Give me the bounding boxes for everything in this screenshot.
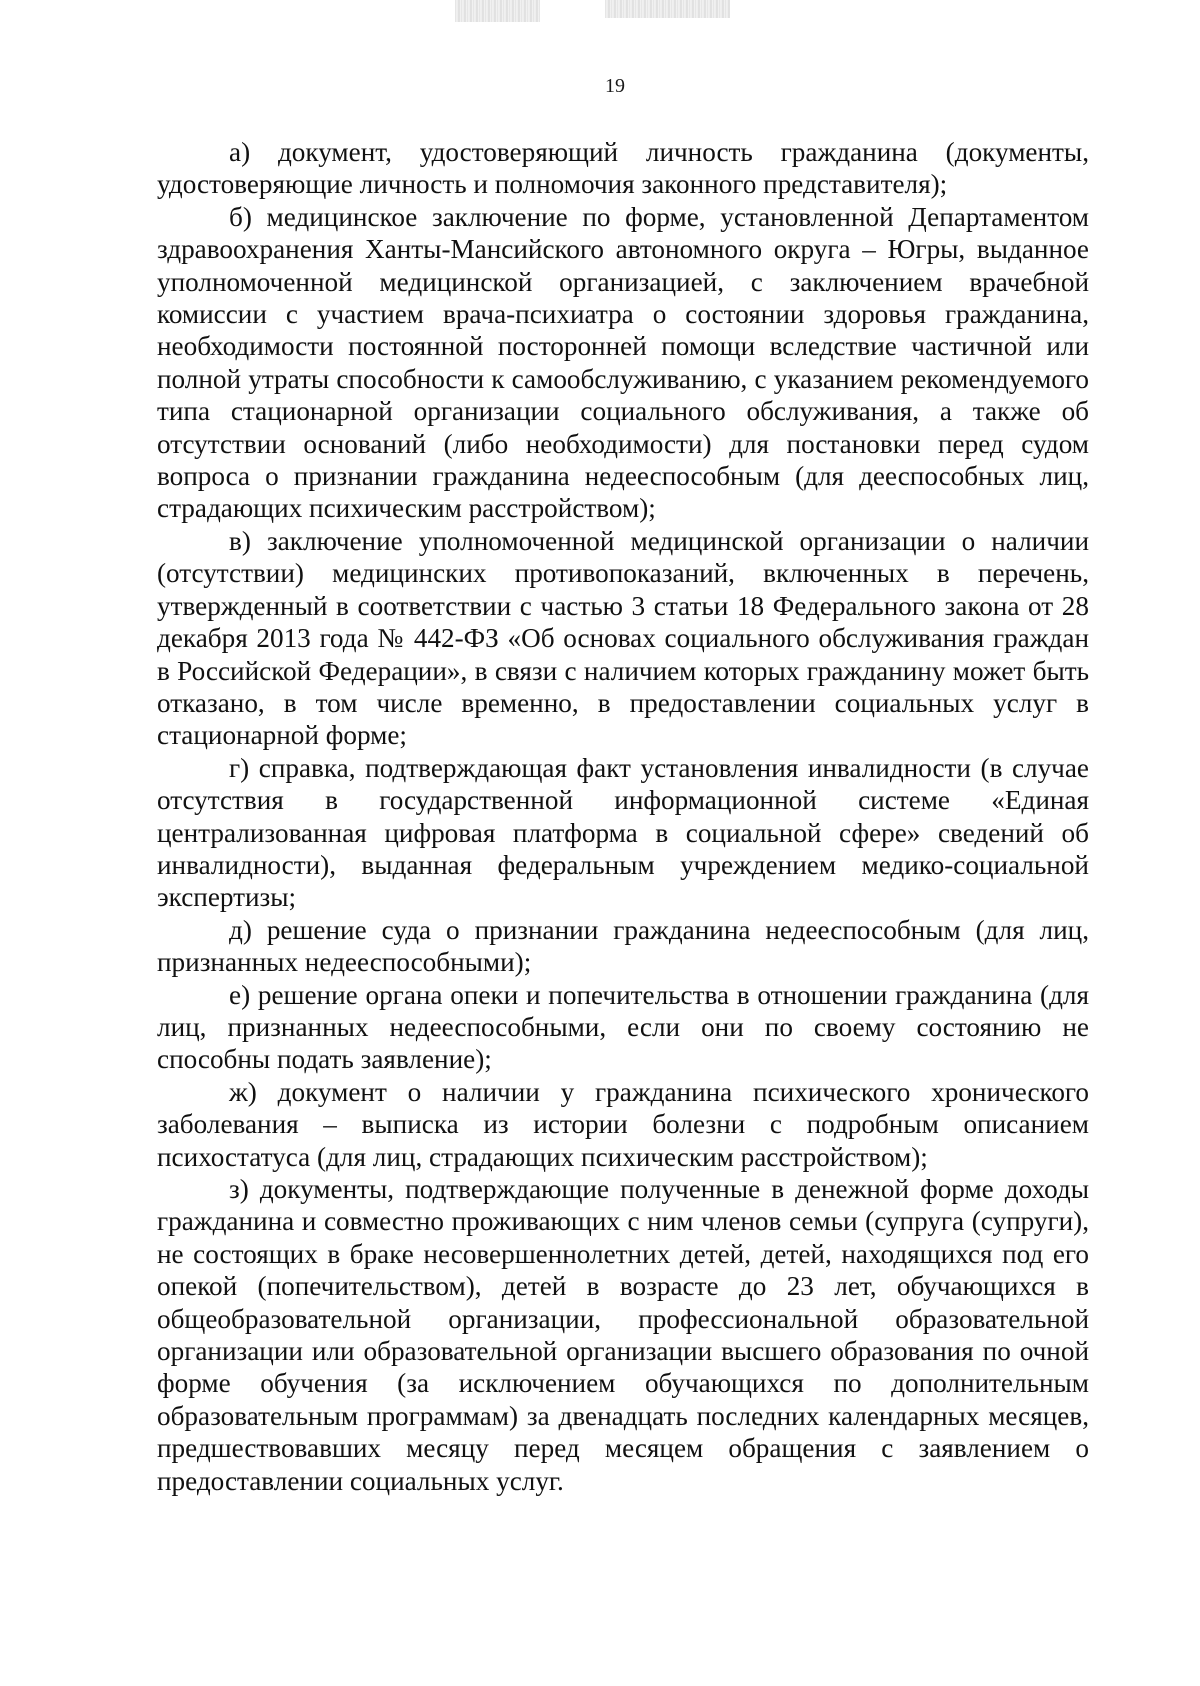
scan-artifact [605, 0, 730, 18]
paragraph-b: б) медицинское заключение по форме, установленной Департаментом здравоохранения Ханты-Мансийского автономного округа – Югры, выданное уполномоченной медицинской организацией, с заключением врачебной комиссии с участием врача-психиатра о состоянии здоровья гражданина, необходимости постоянной посторонней помощи вследствие частичной или полной утраты способности к самообслуживанию, с указанием рекомендуемого типа стационарной организации социального обслуживания, а также об отсутствии оснований (либо необходимости) для постановки перед судом вопроса о признании гражданина недееспособным (для дееспособных лиц, страдающих психическим расстройством); [157, 201, 1089, 524]
paragraph-z: з) документы, подтверждающие полученные в денежной форме доходы гражданина и совместно проживающих с ним членов семьи (супруга (супруги), не состоящих в браке несовершеннолетних детей, детей, находящихся под его опекой (попечительством), детей в возрасте до 23 лет, обучающихся в общеобразовательной организации, профессиональной образовательной организации или образовательной организации высшего образования по очной форме обучения (за исключением обучающихся по дополнительным образовательным программам) за двенадцать последних календарных месяцев, предшествовавших месяцу перед месяцем обращения с заявлением о предоставлении социальных услуг. [157, 1174, 1089, 1496]
paragraph-g: г) справка, подтверждающая факт установления инвалидности (в случае отсутствия в государственной информационной системе «Единая централизованная цифровая платформа в социальной сфере» сведений об инвалидности), выданная федеральным учреждением медико-социальной экспертизы; [157, 752, 1089, 913]
scan-artifact [455, 0, 540, 22]
page-number: 19 [605, 75, 625, 97]
document-body [157, 136, 1089, 1497]
paragraph-zh: ж) документ о наличии у гражданина психического хронического заболевания – выписка из истории болезни с подробным описанием психостатуса (для лиц, страдающих психическим расстройством); [157, 1076, 1089, 1172]
paragraph-e: е) решение органа опеки и попечительства в отношении гражданина (для лиц, признанных недееспособными, если они по своему состоянию не способны подать заявление); [157, 979, 1089, 1075]
paragraph-d: д) решение суда о признании гражданина недееспособным (для лиц, признанных недееспособными); [157, 914, 1089, 978]
paragraph-a: а) документ, удостоверяющий личность гражданина (документы, удостоверяющие личность и полномочия законного представителя); [157, 137, 1089, 200]
paragraph-v: в) заключение уполномоченной медицинской организации о наличии (отсутствии) медицинских противопоказаний, включенных в перечень, утвержденный в соответствии с частью 3 статьи 18 Федерального закона от 28 декабря 2013 года № 442-ФЗ «Об основах социального обслуживания граждан в Российской Федерации», в связи с наличием которых гражданину может быть отказано, в том числе временно, в предоставлении социальных услуг в стационарной форме; [157, 525, 1089, 751]
